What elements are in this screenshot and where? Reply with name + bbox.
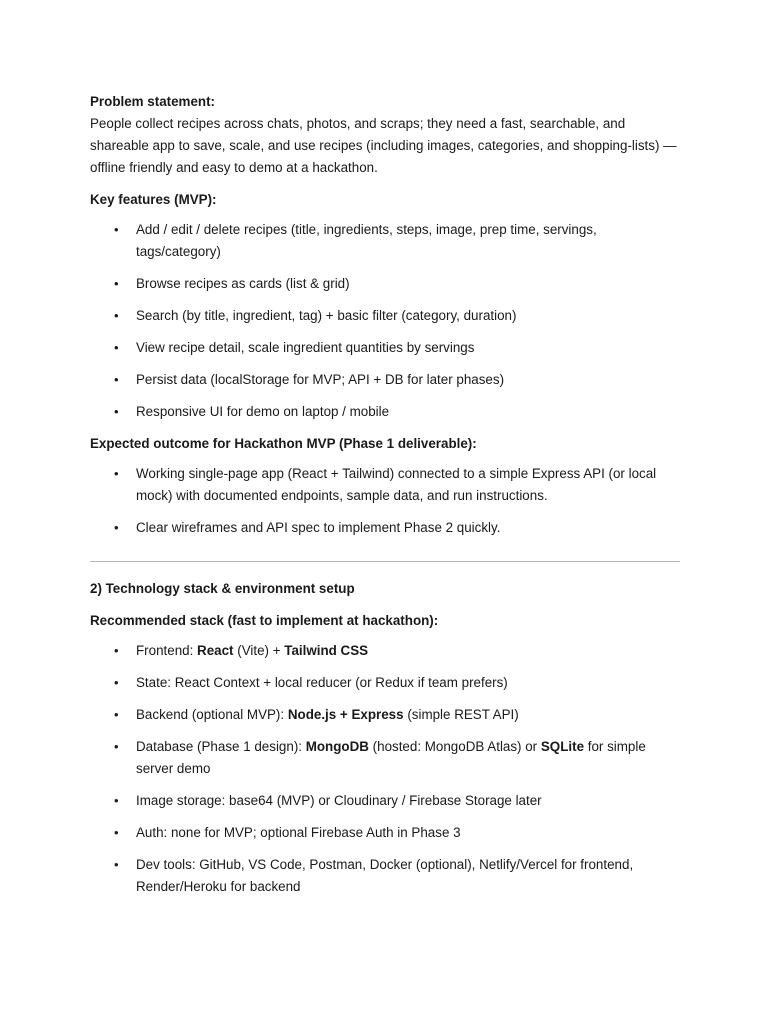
bullet-icon: •: [114, 276, 119, 291]
tech-heading: 2) Technology stack & environment setup: [90, 581, 355, 596]
features-heading: Key features (MVP):: [90, 192, 217, 207]
bullet-icon: •: [114, 308, 119, 323]
bullet-icon: •: [114, 520, 119, 535]
list-item-image-storage: • Image storage: base64 (MVP) or Cloudinary / Firebase Storage later: [90, 790, 680, 812]
bullet-icon: •: [114, 707, 119, 722]
bullet-icon: •: [114, 340, 119, 355]
bullet-icon: •: [114, 222, 119, 237]
list-item-state: • State: React Context + local reducer (or Redux if team prefers): [90, 672, 680, 694]
list-item-dev-tools: • Dev tools: GitHub, VS Code, Postman, Docker (optional), Netlify/Vercel for frontend, Render/Heroku for backend: [90, 854, 680, 898]
features-list: [90, 219, 680, 423]
problem-heading: Problem statement:: [90, 94, 216, 109]
document-page: [90, 91, 680, 908]
list-item: • Clear wireframes and API spec to implement Phase 2 quickly.: [90, 517, 680, 539]
list-item: • Search (by title, ingredient, tag) + basic filter (category, duration): [90, 305, 680, 327]
bullet-icon: •: [114, 675, 119, 690]
outcome-list: [90, 463, 680, 539]
bullet-icon: •: [114, 825, 119, 840]
list-item: • Persist data (localStorage for MVP; API + DB for later phases): [90, 369, 680, 391]
bullet-icon: •: [114, 643, 119, 658]
list-item-frontend: • Frontend: React (Vite) + Tailwind CSS: [90, 640, 680, 662]
list-item: • View recipe detail, scale ingredient quantities by servings: [90, 337, 680, 359]
bullet-icon: •: [114, 466, 119, 481]
list-item: • Responsive UI for demo on laptop / mobile: [90, 401, 680, 423]
tech-subheading: Recommended stack (fast to implement at hackathon):: [90, 613, 439, 628]
bullet-icon: •: [114, 793, 119, 808]
bullet-icon: •: [114, 372, 119, 387]
outcome-heading: Expected outcome for Hackathon MVP (Phase 1 deliverable):: [90, 436, 477, 451]
list-item-auth: • Auth: none for MVP; optional Firebase Auth in Phase 3: [90, 822, 680, 844]
list-item-database: • Database (Phase 1 design): MongoDB (hosted: MongoDB Atlas) or SQLite for simple server demo: [90, 736, 680, 780]
bullet-icon: •: [114, 739, 119, 754]
bullet-icon: •: [114, 857, 119, 872]
list-item: • Add / edit / delete recipes (title, ingredients, steps, image, prep time, servings, tags/category): [90, 219, 680, 263]
problem-text: People collect recipes across chats, photos, and scraps; they need a fast, searchable, and shareable app to save, scale, and use recipes (including images, categories, and shopping-lists) — offline friendly and easy to demo at a hackathon.: [90, 116, 677, 175]
tech-list: [90, 640, 680, 898]
bullet-icon: •: [114, 404, 119, 419]
list-item: • Browse recipes as cards (list & grid): [90, 273, 680, 295]
list-item: • Working single-page app (React + Tailwind) connected to a simple Express API (or local mock) with documented endpoints, sample data, and run instructions.: [90, 463, 680, 507]
list-item-backend: • Backend (optional MVP): Node.js + Express (simple REST API): [90, 704, 680, 726]
horizontal-divider: [90, 561, 680, 562]
